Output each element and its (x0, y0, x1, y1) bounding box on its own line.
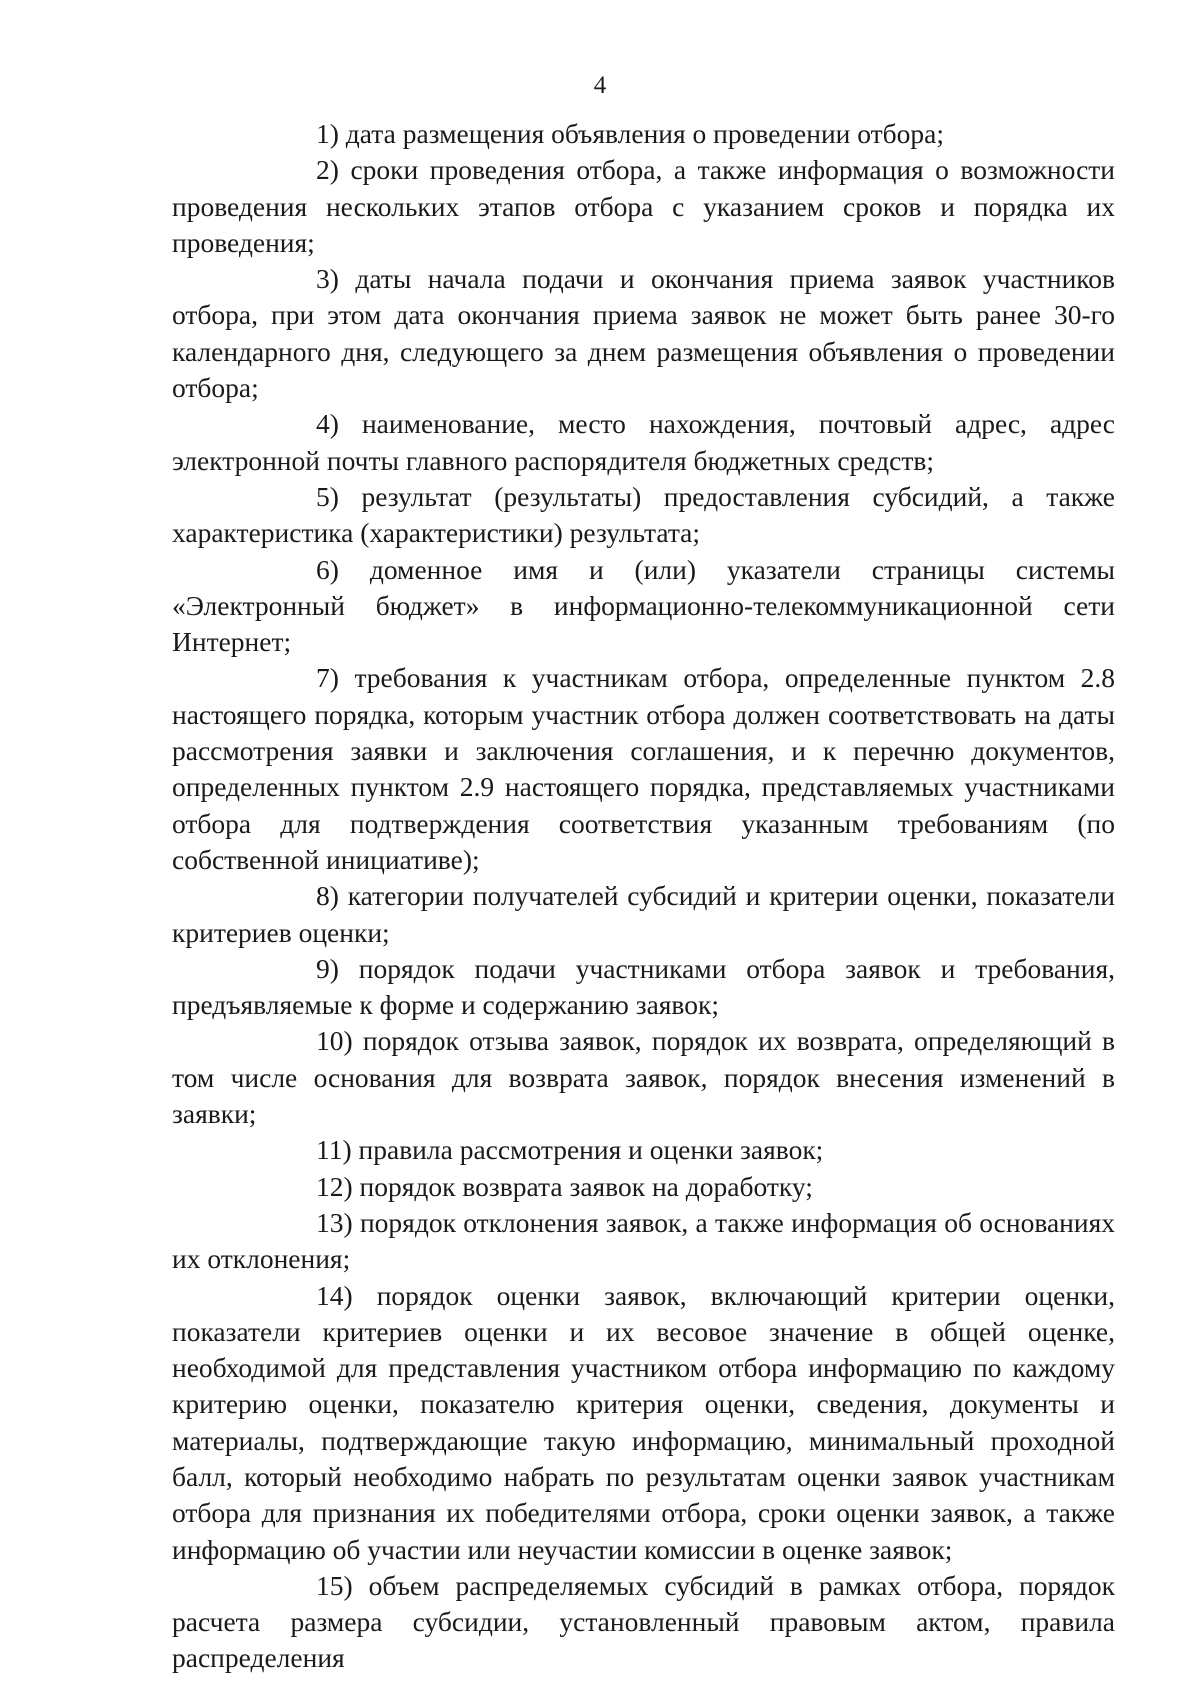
item-text: объем распределяемых субсидий в рамках отбора, порядок расчета размера субсидии, установленный правовым актом, правила распределения (172, 1569, 1116, 1674)
item-text: порядок возврата заявок на доработку; (359, 1170, 813, 1202)
item-text: сроки проведения отбора, а также информация о возможности проведения нескольких этапов отбора с указанием сроков и порядка их проведения; (172, 154, 1116, 258)
item-text: доменное имя и (или) указатели страницы системы «Электронный бюджет» в информационно-телекоммуникационной сети Интернет; (172, 553, 1116, 658)
list-item (172, 1568, 1115, 1677)
item-number: 1) (316, 118, 339, 149)
item-text: порядок отзыва заявок, порядок их возврата, определяющий в том числе основания для возврата заявок, порядок внесения изменений в заявки; (172, 1025, 1116, 1130)
item-text: порядок оценки заявок, включающий критерии оценки, показатели критериев оценки и их весовое значение в общей оценке, необходимой для представления участником отбора информацию по каждому критерию оценки, показателю критерия оценки, сведения, документы и материалы, подтверждающие такую информацию, минимальный проходной балл, который необходимо набрать по результатам оценки заявок участникам отбора для признания их победителями отбора, сроки оценки заявок, а также информацию об участии или неучастии комиссии в оценке заявок; (172, 1279, 1115, 1565)
item-text: результат (результаты) предоставления субсидий, а также характеристика (характеристики) результата; (172, 480, 1116, 549)
list-item (172, 552, 1115, 661)
item-text: наименование, место нахождения, почтовый адрес, адрес электронной почты главного распорядителя бюджетных средств; (172, 408, 1115, 476)
list-item (172, 1023, 1115, 1132)
item-number: 7) (316, 662, 339, 694)
list-item (172, 1132, 1115, 1168)
item-number: 10) (316, 1025, 353, 1057)
item-number: 6) (316, 553, 339, 585)
item-text: даты начала подачи и окончания приема заявок участников отбора, при этом дата окончания приема заявок не может быть ранее 30-го календарного дня, следующего за днем размещения объявления о проведении отбора; (172, 263, 1116, 404)
list-item (172, 406, 1115, 479)
item-number: 2) (316, 154, 339, 186)
list-item (172, 116, 1115, 152)
page-number: 4 (593, 72, 607, 99)
item-number: 9) (316, 952, 339, 984)
list-item (172, 1278, 1115, 1568)
list-item (172, 951, 1115, 1024)
list-item (172, 479, 1115, 552)
item-number: 3) (316, 263, 339, 295)
list-item (172, 660, 1115, 878)
list-item (172, 261, 1115, 406)
list-item (172, 152, 1115, 261)
item-number: 8) (316, 880, 339, 912)
item-number: 5) (316, 480, 339, 512)
item-text: категории получателей субсидий и критерии оценки, показатели критериев оценки; (172, 880, 1116, 948)
item-number: 11) (316, 1134, 352, 1166)
list-body (172, 116, 1115, 1677)
item-text: порядок отклонения заявок, а также информация об основаниях их отклонения; (172, 1206, 1116, 1275)
list-item (172, 878, 1115, 951)
item-number: 14) (316, 1279, 353, 1311)
item-text: дата размещения объявления о проведении отбора; (345, 118, 945, 149)
item-text: правила рассмотрения и оценки заявок; (358, 1134, 824, 1166)
item-text: порядок подачи участниками отбора заявок и требования, предъявляемые к форме и содержанию заявок; (172, 952, 1115, 1021)
list-item (172, 1205, 1115, 1278)
item-number: 12) (316, 1170, 353, 1202)
item-number: 15) (316, 1569, 353, 1601)
item-number: 4) (316, 408, 339, 440)
list-item (172, 1169, 1115, 1205)
item-text: требования к участникам отбора, определенные пунктом 2.8 настоящего порядка, которым участник отбора должен соответствовать на даты рассмотрения заявки и заключения соглашения, и к перечню документов, определенных пунктом 2.9 настоящего порядка, представляемых участниками отбора для подтверждения соответствия указанным требованиям (по собственной инициативе); (172, 662, 1115, 875)
item-number: 13) (316, 1206, 353, 1238)
